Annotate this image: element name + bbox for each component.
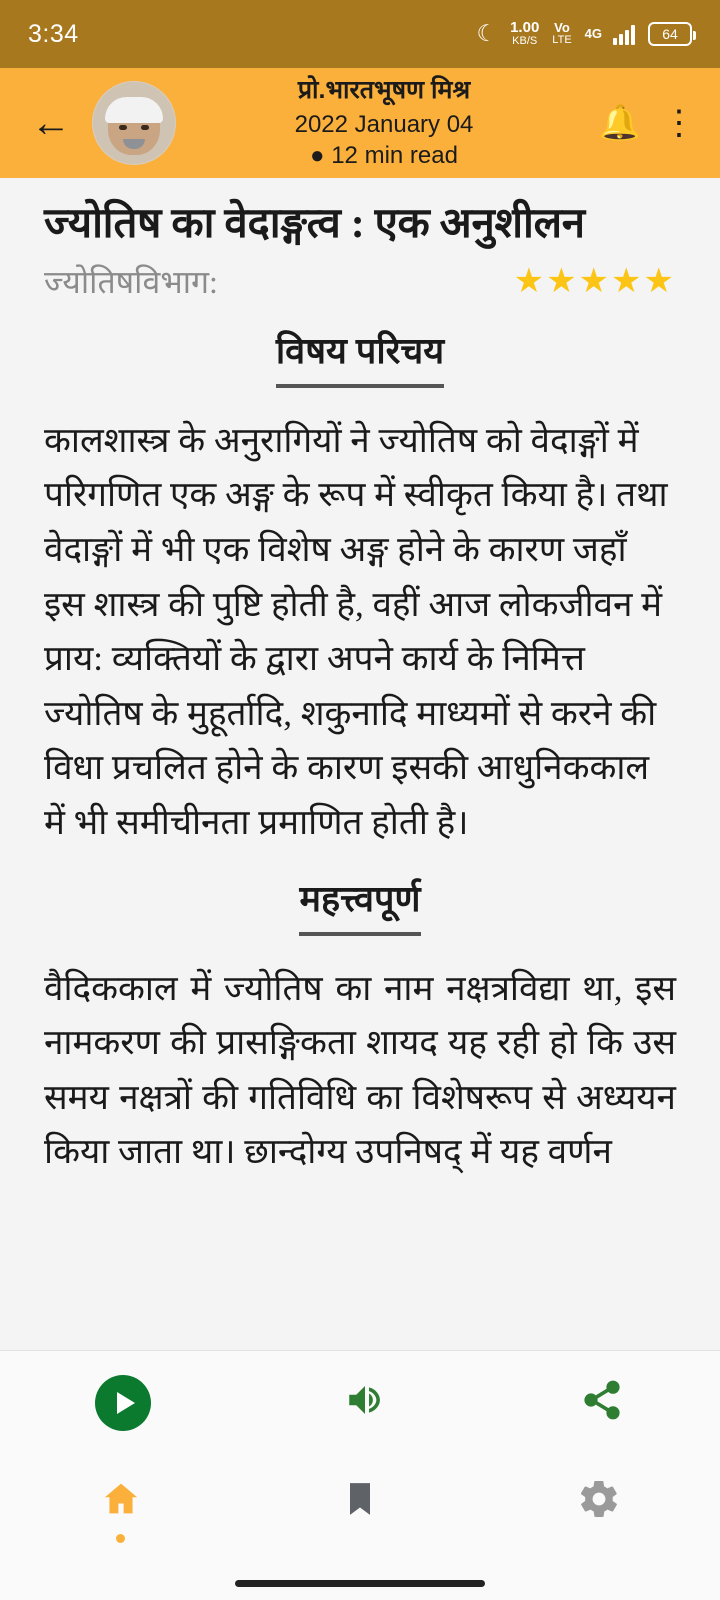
bell-icon[interactable]: 🔔 <box>598 104 642 142</box>
gesture-pill[interactable] <box>235 1580 485 1587</box>
section-heading <box>44 325 676 388</box>
article-subheader <box>44 260 676 303</box>
status-bar <box>0 0 720 68</box>
section-heading-text: महत्त्वपूर्ण <box>299 873 420 936</box>
author-name: प्रो.भारतभूषण मिश्र <box>297 76 471 105</box>
battery-icon <box>648 22 692 46</box>
article-category: ज्योतिषविभाग: <box>44 263 218 300</box>
section-heading-text: विषय परिचय <box>276 325 444 388</box>
status-time: 3:34 <box>28 19 79 48</box>
play-icon[interactable] <box>95 1375 151 1431</box>
active-tab-indicator <box>116 1534 125 1543</box>
avatar[interactable] <box>92 81 176 165</box>
section-heading <box>44 873 676 936</box>
article-meta <box>190 75 578 170</box>
bottom-navigation <box>0 1454 720 1566</box>
volte-icon <box>552 21 571 46</box>
network-type-label: 4G <box>584 26 602 42</box>
more-vertical-icon[interactable]: ⋮ <box>662 103 696 142</box>
status-icons <box>476 20 692 47</box>
gesture-bar[interactable] <box>0 1566 720 1600</box>
publish-date: 2022 January 04 <box>294 110 474 138</box>
section-paragraph: वैदिककाल में ज्योतिष का नाम नक्षत्रविद्या था, इस नामकरण की प्रासङ्गिकता शायद यह रही हो कि उस समय नक्षत्रों की गतिविधि का विशेषरूप से अध्ययन किया जाता था। छान्दोग्य उपनिषद् में यह वर्णन <box>44 968 676 1172</box>
rating-stars[interactable]: ★★★★★ <box>513 263 676 301</box>
volte-top-label: Vo <box>554 20 570 36</box>
page-title: ज्योतिष का वेदाङ्गत्व : एक अनुशीलन <box>44 201 585 247</box>
bookmark-tab[interactable] <box>340 1478 380 1543</box>
battery-level-label: 64 <box>662 25 678 42</box>
back-arrow-icon[interactable]: ← <box>31 101 71 145</box>
network-speed-indicator <box>510 20 539 47</box>
settings-tab[interactable] <box>577 1477 621 1544</box>
network-speed-unit: KB/S <box>512 35 538 48</box>
section-paragraph: कालशास्त्र के अनुरागियों ने ज्योतिष को वेदाङ्गों में परिगणित एक अङ्ग के रूप में स्वीकृत किया है। तथा वेदाङ्गों में भी एक विशेष अङ्ग होने के कारण जहाँ इस शास्त्र की पुष्टि होती है, वहीं आज लोकजीवन में प्राय: व्यक्तियों के द्वारा अपने कार्य के निमित्त ज्योतिष के मुहूर्तादि, शकुनादि माध्यमों से करने की विधा प्रचलित होने के कारण इसकी आधुनिककाल में भी समीचीनता प्रमाणित होती है। <box>44 420 668 842</box>
moon-icon: ☾ <box>476 20 498 47</box>
network-speed-value: 1.00 <box>510 19 540 37</box>
signal-strength-icon <box>613 23 635 45</box>
speaker-icon[interactable] <box>341 1379 389 1426</box>
read-time: ● 12 min read <box>310 142 458 170</box>
share-icon[interactable] <box>579 1378 625 1427</box>
volte-bottom-label: LTE <box>552 34 572 47</box>
action-bar <box>0 1350 720 1454</box>
app-bar <box>0 68 720 178</box>
home-tab[interactable] <box>99 1478 143 1543</box>
article-content[interactable] <box>0 178 720 1350</box>
